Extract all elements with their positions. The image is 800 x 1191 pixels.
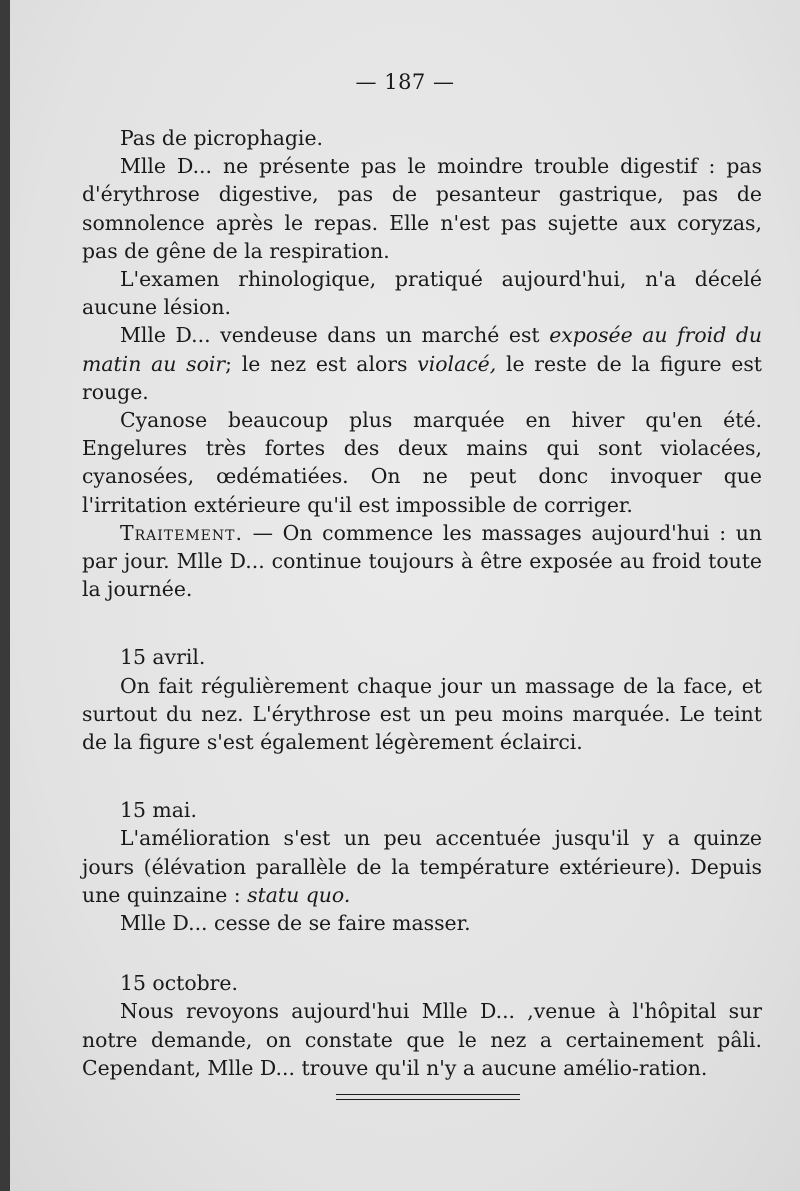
paragraph-exposure [82,321,762,406]
paragraph-april-note: On fait régulièrement chaque jour un massage de la face, et surtout du nez. L'érythrose est un peu moins marquée. Le teint de la figure s'est également légèrement éclairci. [82,673,762,755]
page-number: — 187 — [355,70,455,94]
paragraph-rhinologic-exam: L'examen rhinologique, pratiqué aujourd'hui, n'a décelé aucune lésion. [82,267,762,320]
end-rule-top [336,1094,520,1095]
exposure-emphasis-2: violacé, [417,351,497,376]
paragraph-treatment [82,519,762,604]
date-heading-october: 15 octobre. [120,971,238,996]
end-rule-bottom [336,1099,520,1100]
exposure-emphasis-1: exposée au froid du matin au soir [82,323,762,376]
paragraph-cyanosis: Cyanose beaucoup plus marquée en hiver qu'en été. Engelures très fortes des deux mains qui sont violacées, cyanosées, œdématiées. On ne peut donc invoquer que l'irritation extérieure qu'il est impossible de corriger. [82,408,762,517]
date-heading-april: 15 avril. [120,645,206,670]
exposure-text-2: ; le nez est alors [225,351,418,376]
paragraph-picrophagie: Pas de picrophagie. [120,126,323,150]
treatment-label: Traitement. [120,520,243,545]
treatment-text: — On commence les massages aujourd'hui : un par jour. Mlle D... continue toujours à être exposée au froid toute la journée. [82,520,762,602]
exposure-text-3: le reste de la figure est rouge. [82,351,762,404]
may-note-emphasis: statu quo. [247,882,351,907]
paragraph-may-note [82,824,762,909]
book-page [10,0,800,1191]
page-body [82,124,762,1082]
paragraph-october-note: Nous revoyons aujourd'hui Mlle D... ,venue à l'hôpital sur notre demande, on constate que le nez a certainement pâli. Cependant, Mlle D... trouve qu'il n'y a aucune amélio-ration. [82,999,762,1080]
spacer [82,937,762,969]
exposure-text-1: Mlle D... vendeuse dans un marché est [120,323,550,348]
date-heading-may: 15 mai. [120,798,197,823]
spacer [82,756,762,796]
paragraph-stop-massage: Mlle D... cesse de se faire masser. [120,911,471,936]
spacer [82,603,762,643]
may-note-text: L'amélioration s'est un peu accentuée jusqu'il y a quinze jours (élévation parallèle de la température extérieure). Depuis une quinzaine : [82,826,762,907]
paragraph-digestive: Mlle D... ne présente pas le moindre trouble digestif : pas d'érythrose digestive, pas de pesanteur gastrique, pas de somnolence après le repas. Elle n'est pas sujette aux coryzas, pas de gêne de la respiration. [82,154,762,263]
